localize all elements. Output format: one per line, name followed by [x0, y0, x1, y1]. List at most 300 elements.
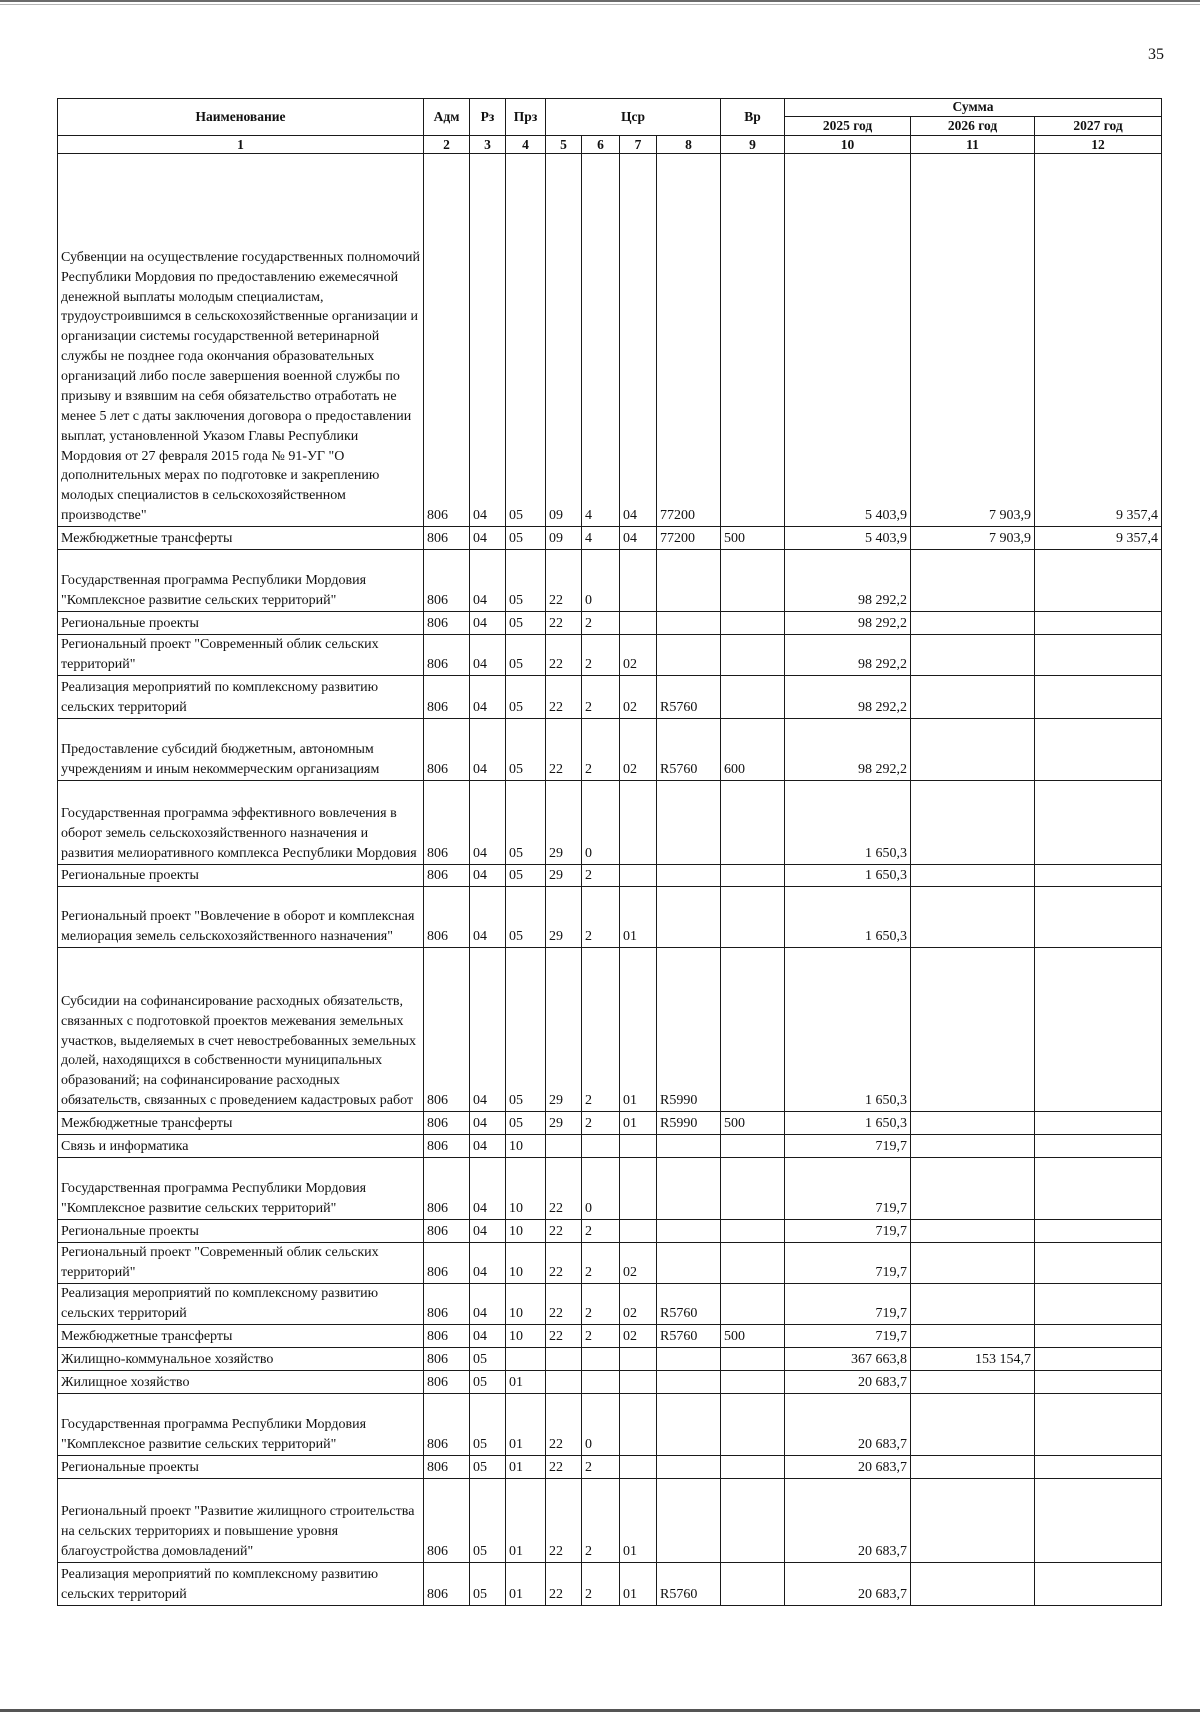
row-sum-2026 [911, 865, 1035, 887]
row-csr-program [546, 1135, 582, 1158]
row-prz: 01 [506, 1371, 546, 1394]
col-number: 12 [1035, 136, 1162, 154]
row-csr-type: 2 [582, 1325, 620, 1348]
row-vr [721, 1220, 785, 1243]
row-prz: 05 [506, 612, 546, 635]
row-csr-type: 2 [582, 1243, 620, 1284]
table-row [58, 154, 1162, 527]
row-csr-subprogram [620, 781, 657, 865]
row-csr-direction: R5760 [657, 676, 721, 719]
table-row [58, 1325, 1162, 1348]
row-csr-program: 22 [546, 635, 582, 676]
row-adm: 806 [424, 1394, 470, 1456]
row-name: Межбюджетные трансферты [58, 1112, 424, 1135]
row-csr-program: 29 [546, 1112, 582, 1135]
row-name: Региональные проекты [58, 1456, 424, 1479]
row-adm: 806 [424, 1456, 470, 1479]
row-sum-2027 [1035, 865, 1162, 887]
row-name: Жилищно-коммунальное хозяйство [58, 1348, 424, 1371]
row-vr [721, 1456, 785, 1479]
row-sum-2026 [911, 1371, 1035, 1394]
row-prz: 05 [506, 1112, 546, 1135]
row-prz: 05 [506, 781, 546, 865]
table-row [58, 1243, 1162, 1284]
row-name: Региональный проект "Современный облик сельских территорий" [58, 635, 424, 676]
row-csr-direction [657, 1243, 721, 1284]
row-name: Региональный проект "Развитие жилищного строительства на сельских территориях и повышение уровня благоустройства домовладений" [58, 1479, 424, 1563]
row-vr [721, 1479, 785, 1563]
row-sum-2026 [911, 1325, 1035, 1348]
row-csr-subprogram: 02 [620, 1243, 657, 1284]
row-csr-program: 22 [546, 1456, 582, 1479]
row-csr-subprogram: 02 [620, 1325, 657, 1348]
row-name: Региональные проекты [58, 612, 424, 635]
row-name: Реализация мероприятий по комплексному развитию сельских территорий [58, 676, 424, 719]
row-sum-2027: 9 357,4 [1035, 527, 1162, 550]
row-rz: 04 [470, 1243, 506, 1284]
col-number: 8 [657, 136, 721, 154]
row-csr-program: 29 [546, 887, 582, 948]
col-number: 11 [911, 136, 1035, 154]
row-vr [721, 948, 785, 1112]
row-sum-2025: 1 650,3 [785, 1112, 911, 1135]
row-csr-type: 2 [582, 635, 620, 676]
row-sum-2027 [1035, 1112, 1162, 1135]
row-csr-type: 2 [582, 887, 620, 948]
row-rz: 05 [470, 1348, 506, 1371]
table-row [58, 1348, 1162, 1371]
row-csr-program [546, 1348, 582, 1371]
row-sum-2026 [911, 612, 1035, 635]
row-csr-direction [657, 1135, 721, 1158]
row-name: Реализация мероприятий по комплексному развитию сельских территорий [58, 1284, 424, 1325]
row-vr [721, 1135, 785, 1158]
row-prz: 05 [506, 550, 546, 612]
row-name: Субвенции на осуществление государственных полномочий Республики Мордовия по предоставлению ежемесячной денежной выплаты молодым специалистам, трудоустроившимся в сельскохозяйственные организации и организации системы государственной ветеринарной службы не позднее года окончания образовательных организаций либо после завершения военной службы по призыву и взявшим на себя обязательство отработать не менее 5 лет с даты заключения договора о предоставлении выплат, установленной Указом Главы Республики Мордовия от 27 февраля 2015 года № 91-УГ "О дополнительных мерах по подготовке и закреплению молодых специалистов в сельскохозяйственном производстве" [58, 154, 424, 527]
row-rz: 04 [470, 1220, 506, 1243]
row-sum-2025: 20 683,7 [785, 1371, 911, 1394]
row-adm: 806 [424, 1243, 470, 1284]
row-sum-2025: 719,7 [785, 1284, 911, 1325]
row-sum-2027 [1035, 612, 1162, 635]
row-csr-program: 22 [546, 1394, 582, 1456]
row-csr-type: 4 [582, 154, 620, 527]
row-csr-subprogram: 01 [620, 887, 657, 948]
row-prz: 05 [506, 865, 546, 887]
row-sum-2026 [911, 1456, 1035, 1479]
row-name: Связь и информатика [58, 1135, 424, 1158]
row-vr [721, 865, 785, 887]
row-adm: 806 [424, 1284, 470, 1325]
table-row [58, 719, 1162, 781]
row-vr [721, 612, 785, 635]
row-csr-type: 0 [582, 781, 620, 865]
row-prz: 10 [506, 1284, 546, 1325]
row-rz: 04 [470, 676, 506, 719]
row-csr-direction [657, 635, 721, 676]
row-vr [721, 635, 785, 676]
row-prz: 01 [506, 1563, 546, 1606]
row-vr [721, 1563, 785, 1606]
row-rz: 04 [470, 1112, 506, 1135]
row-csr-program: 09 [546, 527, 582, 550]
row-sum-2026 [911, 1563, 1035, 1606]
row-sum-2026 [911, 550, 1035, 612]
row-csr-direction [657, 1158, 721, 1220]
row-csr-program: 22 [546, 1220, 582, 1243]
row-sum-2027 [1035, 1135, 1162, 1158]
row-adm: 806 [424, 1563, 470, 1606]
row-csr-type: 2 [582, 1479, 620, 1563]
row-csr-subprogram [620, 1135, 657, 1158]
row-csr-subprogram: 01 [620, 1479, 657, 1563]
row-csr-type: 2 [582, 1284, 620, 1325]
table-row [58, 1394, 1162, 1456]
row-name: Межбюджетные трансферты [58, 527, 424, 550]
col-number: 10 [785, 136, 911, 154]
row-sum-2027 [1035, 1284, 1162, 1325]
header-csr: Цср [546, 99, 721, 136]
row-csr-direction: R5760 [657, 1563, 721, 1606]
row-csr-type: 2 [582, 1563, 620, 1606]
row-rz: 05 [470, 1563, 506, 1606]
col-number: 1 [58, 136, 424, 154]
table-row [58, 1135, 1162, 1158]
row-prz: 10 [506, 1243, 546, 1284]
row-sum-2026 [911, 887, 1035, 948]
row-rz: 04 [470, 1284, 506, 1325]
row-csr-direction [657, 1220, 721, 1243]
row-vr [721, 676, 785, 719]
row-csr-type: 2 [582, 1112, 620, 1135]
row-sum-2025: 98 292,2 [785, 676, 911, 719]
row-prz: 10 [506, 1325, 546, 1348]
row-sum-2027 [1035, 1243, 1162, 1284]
row-csr-direction [657, 550, 721, 612]
header-sum: Сумма [785, 99, 1162, 117]
row-csr-program: 22 [546, 676, 582, 719]
row-csr-direction: R5760 [657, 1284, 721, 1325]
row-csr-type: 0 [582, 1394, 620, 1456]
row-sum-2025: 5 403,9 [785, 527, 911, 550]
header-vr: Вр [721, 99, 785, 136]
row-rz: 04 [470, 1158, 506, 1220]
row-prz: 01 [506, 1456, 546, 1479]
header-year-2025: 2025 год [785, 117, 911, 136]
row-csr-direction [657, 612, 721, 635]
row-vr [721, 1158, 785, 1220]
row-csr-subprogram [620, 1456, 657, 1479]
row-csr-subprogram [620, 1394, 657, 1456]
header-year-2026: 2026 год [911, 117, 1035, 136]
row-csr-direction [657, 1348, 721, 1371]
row-vr [721, 1394, 785, 1456]
row-sum-2025: 20 683,7 [785, 1479, 911, 1563]
top-scan-border-thin [0, 4, 1200, 5]
row-prz [506, 1348, 546, 1371]
row-csr-direction [657, 1456, 721, 1479]
row-name: Предоставление субсидий бюджетным, автономным учреждениям и иным некоммерческим организациям [58, 719, 424, 781]
row-vr [721, 1284, 785, 1325]
row-sum-2025: 719,7 [785, 1158, 911, 1220]
row-prz: 05 [506, 527, 546, 550]
row-sum-2025: 98 292,2 [785, 612, 911, 635]
row-sum-2025: 719,7 [785, 1135, 911, 1158]
row-rz: 04 [470, 1135, 506, 1158]
header-year-2027: 2027 год [1035, 117, 1162, 136]
row-rz: 04 [470, 612, 506, 635]
row-adm: 806 [424, 550, 470, 612]
row-csr-direction: R5760 [657, 719, 721, 781]
row-sum-2025: 20 683,7 [785, 1456, 911, 1479]
row-csr-subprogram [620, 1371, 657, 1394]
row-sum-2026 [911, 1220, 1035, 1243]
row-rz: 04 [470, 635, 506, 676]
row-csr-direction: R5990 [657, 948, 721, 1112]
row-sum-2027 [1035, 887, 1162, 948]
row-prz: 10 [506, 1135, 546, 1158]
row-csr-type: 0 [582, 1158, 620, 1220]
row-adm: 806 [424, 635, 470, 676]
row-name: Жилищное хозяйство [58, 1371, 424, 1394]
col-number: 7 [620, 136, 657, 154]
row-prz: 05 [506, 154, 546, 527]
row-csr-subprogram: 02 [620, 719, 657, 781]
row-sum-2026: 7 903,9 [911, 527, 1035, 550]
row-csr-program: 29 [546, 865, 582, 887]
row-rz: 04 [470, 550, 506, 612]
row-rz: 04 [470, 887, 506, 948]
row-csr-direction: R5990 [657, 1112, 721, 1135]
row-csr-direction [657, 781, 721, 865]
row-csr-program: 22 [546, 1243, 582, 1284]
row-rz: 05 [470, 1371, 506, 1394]
row-sum-2027 [1035, 1348, 1162, 1371]
table-row [58, 1158, 1162, 1220]
row-csr-type: 2 [582, 948, 620, 1112]
table-row [58, 887, 1162, 948]
row-sum-2025: 98 292,2 [785, 550, 911, 612]
table-row [58, 865, 1162, 887]
row-rz: 05 [470, 1456, 506, 1479]
table-row [58, 1284, 1162, 1325]
row-csr-subprogram: 01 [620, 1563, 657, 1606]
table-row [58, 676, 1162, 719]
col-number: 2 [424, 136, 470, 154]
row-sum-2025: 1 650,3 [785, 781, 911, 865]
row-sum-2026: 7 903,9 [911, 154, 1035, 527]
row-name: Межбюджетные трансферты [58, 1325, 424, 1348]
row-prz: 10 [506, 1158, 546, 1220]
row-vr [721, 781, 785, 865]
row-sum-2025: 1 650,3 [785, 865, 911, 887]
row-csr-type: 2 [582, 676, 620, 719]
row-prz: 05 [506, 887, 546, 948]
row-csr-subprogram [620, 1348, 657, 1371]
row-csr-direction: 77200 [657, 527, 721, 550]
row-csr-program: 22 [546, 1325, 582, 1348]
row-rz: 04 [470, 527, 506, 550]
row-csr-program: 22 [546, 1479, 582, 1563]
col-number: 4 [506, 136, 546, 154]
table-row [58, 527, 1162, 550]
table-row [58, 1456, 1162, 1479]
row-csr-program: 22 [546, 1563, 582, 1606]
col-number: 6 [582, 136, 620, 154]
row-csr-type: 2 [582, 865, 620, 887]
row-adm: 806 [424, 887, 470, 948]
row-sum-2025: 367 663,8 [785, 1348, 911, 1371]
row-prz: 01 [506, 1394, 546, 1456]
row-prz: 05 [506, 676, 546, 719]
row-prz: 05 [506, 719, 546, 781]
row-prz: 05 [506, 948, 546, 1112]
row-vr [721, 550, 785, 612]
row-sum-2026 [911, 948, 1035, 1112]
column-number-row [58, 136, 1162, 154]
row-sum-2027 [1035, 1158, 1162, 1220]
table-row [58, 1220, 1162, 1243]
row-adm: 806 [424, 1325, 470, 1348]
row-csr-subprogram: 02 [620, 635, 657, 676]
row-adm: 806 [424, 781, 470, 865]
row-adm: 806 [424, 154, 470, 527]
row-name: Государственная программа Республики Мордовия "Комплексное развитие сельских территорий" [58, 1394, 424, 1456]
row-csr-program: 22 [546, 719, 582, 781]
row-csr-direction: 77200 [657, 154, 721, 527]
header-prz: Прз [506, 99, 546, 136]
row-prz: 01 [506, 1479, 546, 1563]
table-row [58, 612, 1162, 635]
row-csr-program: 22 [546, 1158, 582, 1220]
row-vr [721, 154, 785, 527]
row-csr-subprogram: 02 [620, 1284, 657, 1325]
row-csr-type: 2 [582, 1220, 620, 1243]
row-csr-direction [657, 1394, 721, 1456]
row-adm: 806 [424, 1220, 470, 1243]
row-csr-type: 2 [582, 1456, 620, 1479]
row-csr-program: 22 [546, 612, 582, 635]
header-name: Наименование [58, 99, 424, 136]
row-csr-direction [657, 865, 721, 887]
row-sum-2026 [911, 1394, 1035, 1456]
row-sum-2027 [1035, 635, 1162, 676]
row-vr: 500 [721, 527, 785, 550]
row-prz: 10 [506, 1220, 546, 1243]
row-vr: 500 [721, 1325, 785, 1348]
row-rz: 04 [470, 781, 506, 865]
col-number: 9 [721, 136, 785, 154]
row-sum-2026 [911, 676, 1035, 719]
page-number: 35 [1148, 46, 1164, 63]
row-sum-2027: 9 357,4 [1035, 154, 1162, 527]
row-sum-2027 [1035, 1325, 1162, 1348]
row-sum-2025: 719,7 [785, 1325, 911, 1348]
row-sum-2025: 98 292,2 [785, 635, 911, 676]
row-name: Государственная программа эффективного вовлечения в оборот земель сельскохозяйственного назначения и развития мелиоративного комплекса Республики Мордовия [58, 781, 424, 865]
row-name: Реализация мероприятий по комплексному развитию сельских территорий [58, 1563, 424, 1606]
row-name: Региональные проекты [58, 865, 424, 887]
table-row [58, 781, 1162, 865]
row-csr-program: 29 [546, 948, 582, 1112]
row-vr [721, 1348, 785, 1371]
row-vr: 500 [721, 1112, 785, 1135]
row-sum-2025: 5 403,9 [785, 154, 911, 527]
row-name: Региональный проект "Вовлечение в оборот и комплексная мелиорация земель сельскохозяйственного назначения" [58, 887, 424, 948]
row-rz: 04 [470, 154, 506, 527]
row-adm: 806 [424, 1479, 470, 1563]
row-csr-subprogram: 04 [620, 527, 657, 550]
row-csr-subprogram [620, 1158, 657, 1220]
table-row [58, 635, 1162, 676]
row-csr-direction: R5760 [657, 1325, 721, 1348]
row-name: Региональные проекты [58, 1220, 424, 1243]
row-csr-type: 4 [582, 527, 620, 550]
row-adm: 806 [424, 676, 470, 719]
row-sum-2027 [1035, 1371, 1162, 1394]
row-csr-direction [657, 1479, 721, 1563]
row-rz: 05 [470, 1394, 506, 1456]
table-row [58, 1479, 1162, 1563]
row-vr [721, 887, 785, 948]
row-csr-subprogram [620, 1220, 657, 1243]
row-csr-program: 22 [546, 1284, 582, 1325]
header-adm: Адм [424, 99, 470, 136]
row-sum-2027 [1035, 550, 1162, 612]
row-vr [721, 1243, 785, 1284]
row-rz: 04 [470, 719, 506, 781]
row-sum-2027 [1035, 1394, 1162, 1456]
table-row [58, 1563, 1162, 1606]
row-adm: 806 [424, 865, 470, 887]
row-csr-subprogram: 01 [620, 1112, 657, 1135]
row-prz: 05 [506, 635, 546, 676]
row-sum-2027 [1035, 676, 1162, 719]
table-row [58, 550, 1162, 612]
table-row [58, 1112, 1162, 1135]
row-csr-type [582, 1135, 620, 1158]
top-scan-border [0, 0, 1200, 2]
col-number: 3 [470, 136, 506, 154]
row-adm: 806 [424, 1135, 470, 1158]
table-row [58, 948, 1162, 1112]
row-sum-2027 [1035, 781, 1162, 865]
row-csr-subprogram [620, 612, 657, 635]
row-sum-2026 [911, 1158, 1035, 1220]
row-adm: 806 [424, 612, 470, 635]
row-csr-direction [657, 1371, 721, 1394]
row-sum-2026: 153 154,7 [911, 1348, 1035, 1371]
row-csr-direction [657, 887, 721, 948]
row-sum-2025: 1 650,3 [785, 948, 911, 1112]
row-csr-type [582, 1348, 620, 1371]
row-sum-2025: 20 683,7 [785, 1394, 911, 1456]
row-sum-2025: 719,7 [785, 1220, 911, 1243]
row-csr-type: 0 [582, 550, 620, 612]
table-row [58, 1371, 1162, 1394]
row-rz: 04 [470, 1325, 506, 1348]
row-sum-2026 [911, 781, 1035, 865]
row-adm: 806 [424, 1348, 470, 1371]
row-sum-2025: 719,7 [785, 1243, 911, 1284]
row-sum-2027 [1035, 948, 1162, 1112]
header-rz: Рз [470, 99, 506, 136]
row-sum-2026 [911, 635, 1035, 676]
row-sum-2026 [911, 1243, 1035, 1284]
row-adm: 806 [424, 948, 470, 1112]
row-sum-2027 [1035, 1456, 1162, 1479]
row-sum-2027 [1035, 719, 1162, 781]
